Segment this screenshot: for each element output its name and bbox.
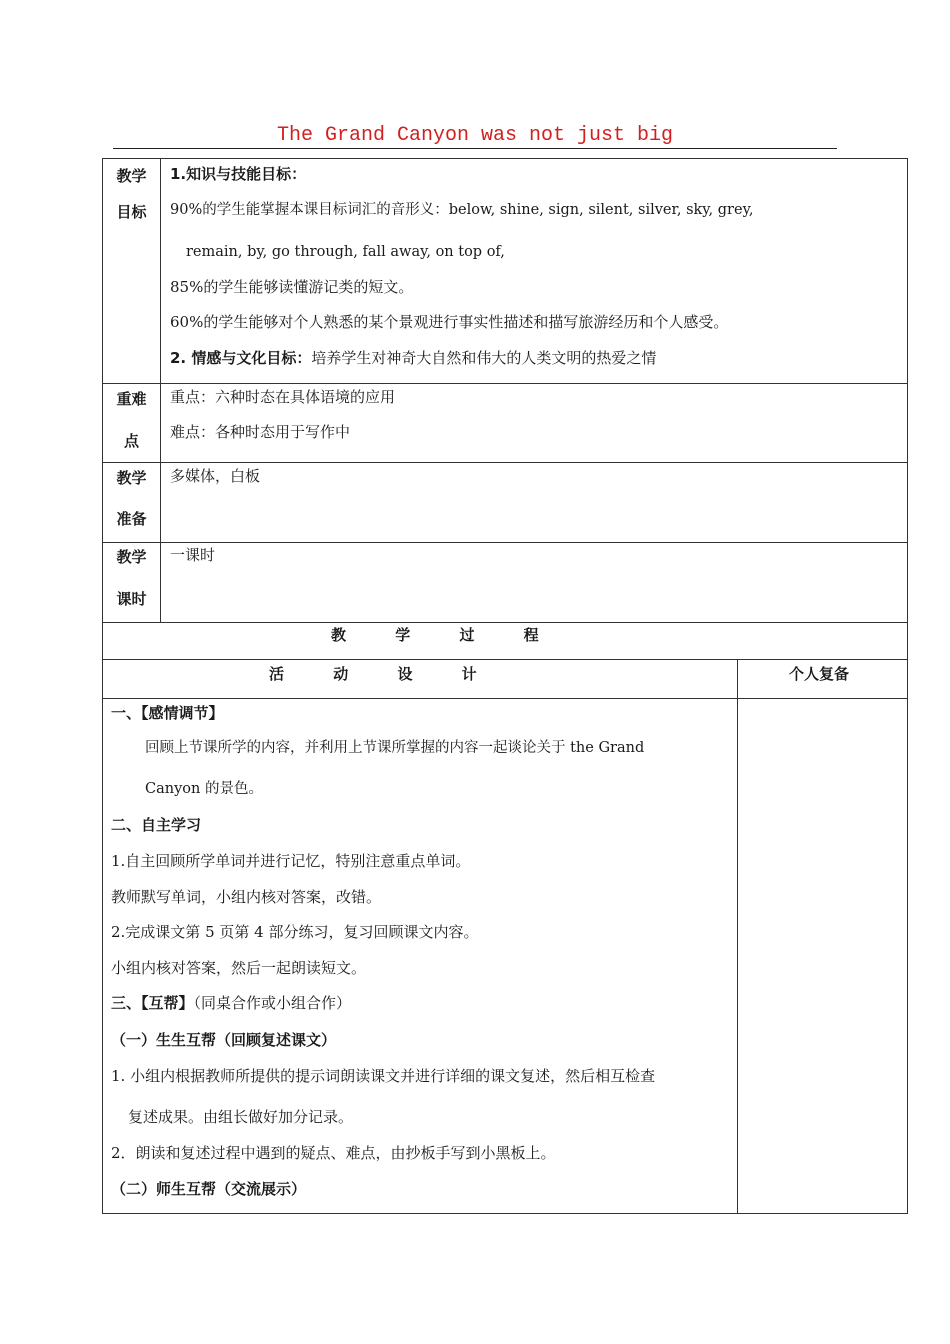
section-3-sub-2: （二）师生互帮（交流展示） — [111, 1180, 307, 1198]
document-title — [113, 122, 837, 149]
preparation-label-1: 教学 — [116, 469, 147, 487]
review-header: 个人复备 — [789, 665, 850, 683]
period-text: 一课时 — [170, 546, 216, 564]
row-divider — [103, 383, 907, 384]
keypoints-line-1: 重点：六种时态在具体语境的应用 — [170, 388, 396, 406]
keypoints-label-2: 点 — [123, 432, 139, 450]
section-2-line-1: 1.自主回顾所学单词并进行记忆，特别注意重点单词。 — [111, 852, 471, 870]
section-1-line-2: Canyon 的景色。 — [145, 781, 263, 797]
section-3-title-note: （同桌合作或小组合作） — [193, 994, 352, 1012]
objectives-line-3: 85%的学生能够读懂游记类的短文。 — [170, 278, 414, 296]
preparation-label-2: 准备 — [116, 510, 147, 528]
section-3-title — [111, 994, 351, 1012]
row-divider — [103, 622, 907, 623]
objectives-line-4: 60%的学生能够对个人熟悉的某个景观进行事实性描述和描写旅游经历和个人感受。 — [170, 313, 729, 331]
period-label-2: 课时 — [116, 590, 147, 608]
section-3-sub-1: （一）生生互帮（回顾复述课文） — [111, 1031, 337, 1049]
row-divider — [103, 542, 907, 543]
section-2-line-4: 小组内核对答案，然后一起朗读短文。 — [111, 959, 367, 977]
objectives-label-2: 目标 — [116, 203, 147, 221]
objectives-heading-1: 1.知识与技能目标： — [170, 165, 307, 183]
section-3-line-1: 1. 小组内根据教师所提供的提示词朗读课文并进行详细的课文复述，然后相互检查 — [111, 1067, 656, 1085]
objectives-heading-2: 2. 情感与文化目标： — [170, 349, 312, 367]
objectives-heading-2-text: 培养学生对神奇大自然和伟大的人类文明的热爱之情 — [311, 349, 657, 367]
objectives-label-1: 教学 — [116, 167, 147, 185]
objectives-line-1: 90%的学生能掌握本课目标词汇的音形义：below, shine, sign, silent, silver, sky, grey, — [170, 202, 754, 218]
label-column-divider — [160, 159, 161, 622]
review-column-divider — [737, 659, 738, 1214]
section-2-line-2: 教师默写单词，小组内核对答案，改错。 — [111, 888, 382, 906]
section-2-line-3: 2.完成课文第 5 页第 4 部分练习，复习回顾课文内容。 — [111, 923, 479, 941]
activity-header: 活 动 设 计 — [269, 665, 499, 683]
section-3-line-3: 2．朗读和复述过程中遇到的疑点、难点，由抄板手写到小黑板上。 — [111, 1144, 556, 1162]
row-divider — [103, 698, 907, 699]
section-3-line-2: 复述成果。由组长做好加分记录。 — [128, 1108, 354, 1126]
objectives-line-2: remain, by, go through, fall away, on top of, — [186, 244, 505, 260]
section-2-title: 二、自主学习 — [111, 816, 202, 834]
row-divider — [103, 659, 907, 660]
row-divider — [103, 462, 907, 463]
lesson-plan-table — [102, 158, 908, 1214]
keypoints-label-1: 重难 — [116, 390, 147, 408]
section-1-line-1: 回顾上节课所学的内容，并利用上节课所掌握的内容一起谈论关于 the Grand — [145, 740, 645, 756]
period-label-1: 教学 — [116, 548, 147, 566]
section-3-title-main: 三、【互帮】 — [111, 994, 194, 1012]
objectives-line-5 — [170, 349, 656, 367]
preparation-text: 多媒体，白板 — [170, 467, 261, 485]
section-1-title: 一、【感情调节】 — [111, 704, 224, 722]
keypoints-line-2: 难点：各种时态用于写作中 — [170, 423, 351, 441]
process-header: 教 学 过 程 — [331, 626, 561, 644]
title-text: The Grand Canyon was not just big — [276, 124, 674, 147]
